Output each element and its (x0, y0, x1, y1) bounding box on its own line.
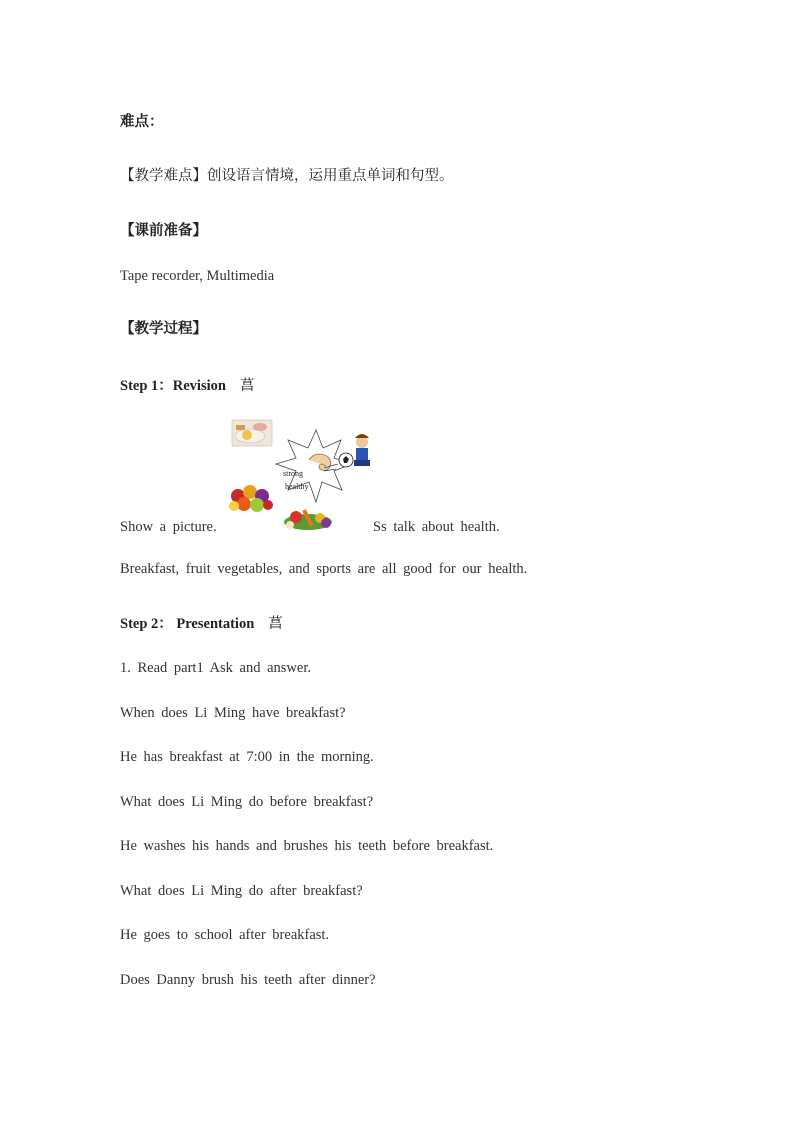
difficulty-text: 【教学难点】创设语言情境，运用重点单词和句型。 (120, 168, 454, 184)
step2-glyph: 菖 (268, 616, 283, 632)
preparation-heading: 【课前准备】 (120, 223, 207, 239)
step2-line-7: He goes to school after breakfast. (120, 927, 330, 943)
step1-title: Step 1：Revision (120, 378, 226, 394)
figure-word-strong: strong (283, 469, 303, 478)
difficulty-heading: 难点： (120, 114, 164, 130)
talk-health-text: Ss talk about health. (373, 519, 500, 535)
step2-line-2: When does Li Ming have breakfast? (120, 705, 346, 721)
show-picture-text: Show a picture. (120, 519, 217, 535)
breakfast-icon (232, 420, 272, 446)
step1-summary: Breakfast, fruit vegetables, and sports are all good for our health. (120, 561, 528, 577)
step2-line-5: He washes his hands and brushes his teeth before breakfast. (120, 838, 494, 854)
step1-show-row (120, 519, 217, 536)
fruit-icon (229, 485, 273, 512)
step2-line-3: He has breakfast at 7:00 in the morning. (120, 749, 374, 765)
starburst-shape (276, 430, 352, 502)
step2-line-6: What does Li Ming do after breakfast? (120, 883, 363, 899)
process-heading: 【教学过程】 (120, 321, 207, 337)
health-collage-image (226, 416, 386, 534)
step2-title: Step 2： Presentation (120, 616, 255, 632)
step1-glyph: 菖 (239, 378, 255, 394)
figure-word-healthy: healthy (285, 482, 309, 491)
preparation-text: Tape recorder, Multimedia (120, 268, 275, 284)
step1-heading (120, 374, 254, 395)
step2-heading (120, 612, 283, 633)
vegetables-icon (284, 510, 332, 530)
step2-line-4: What does Li Ming do before breakfast? (120, 794, 374, 810)
step2-line-1: 1. Read part1 Ask and answer. (120, 660, 311, 676)
step2-line-8: Does Danny brush his teeth after dinner? (120, 972, 376, 988)
